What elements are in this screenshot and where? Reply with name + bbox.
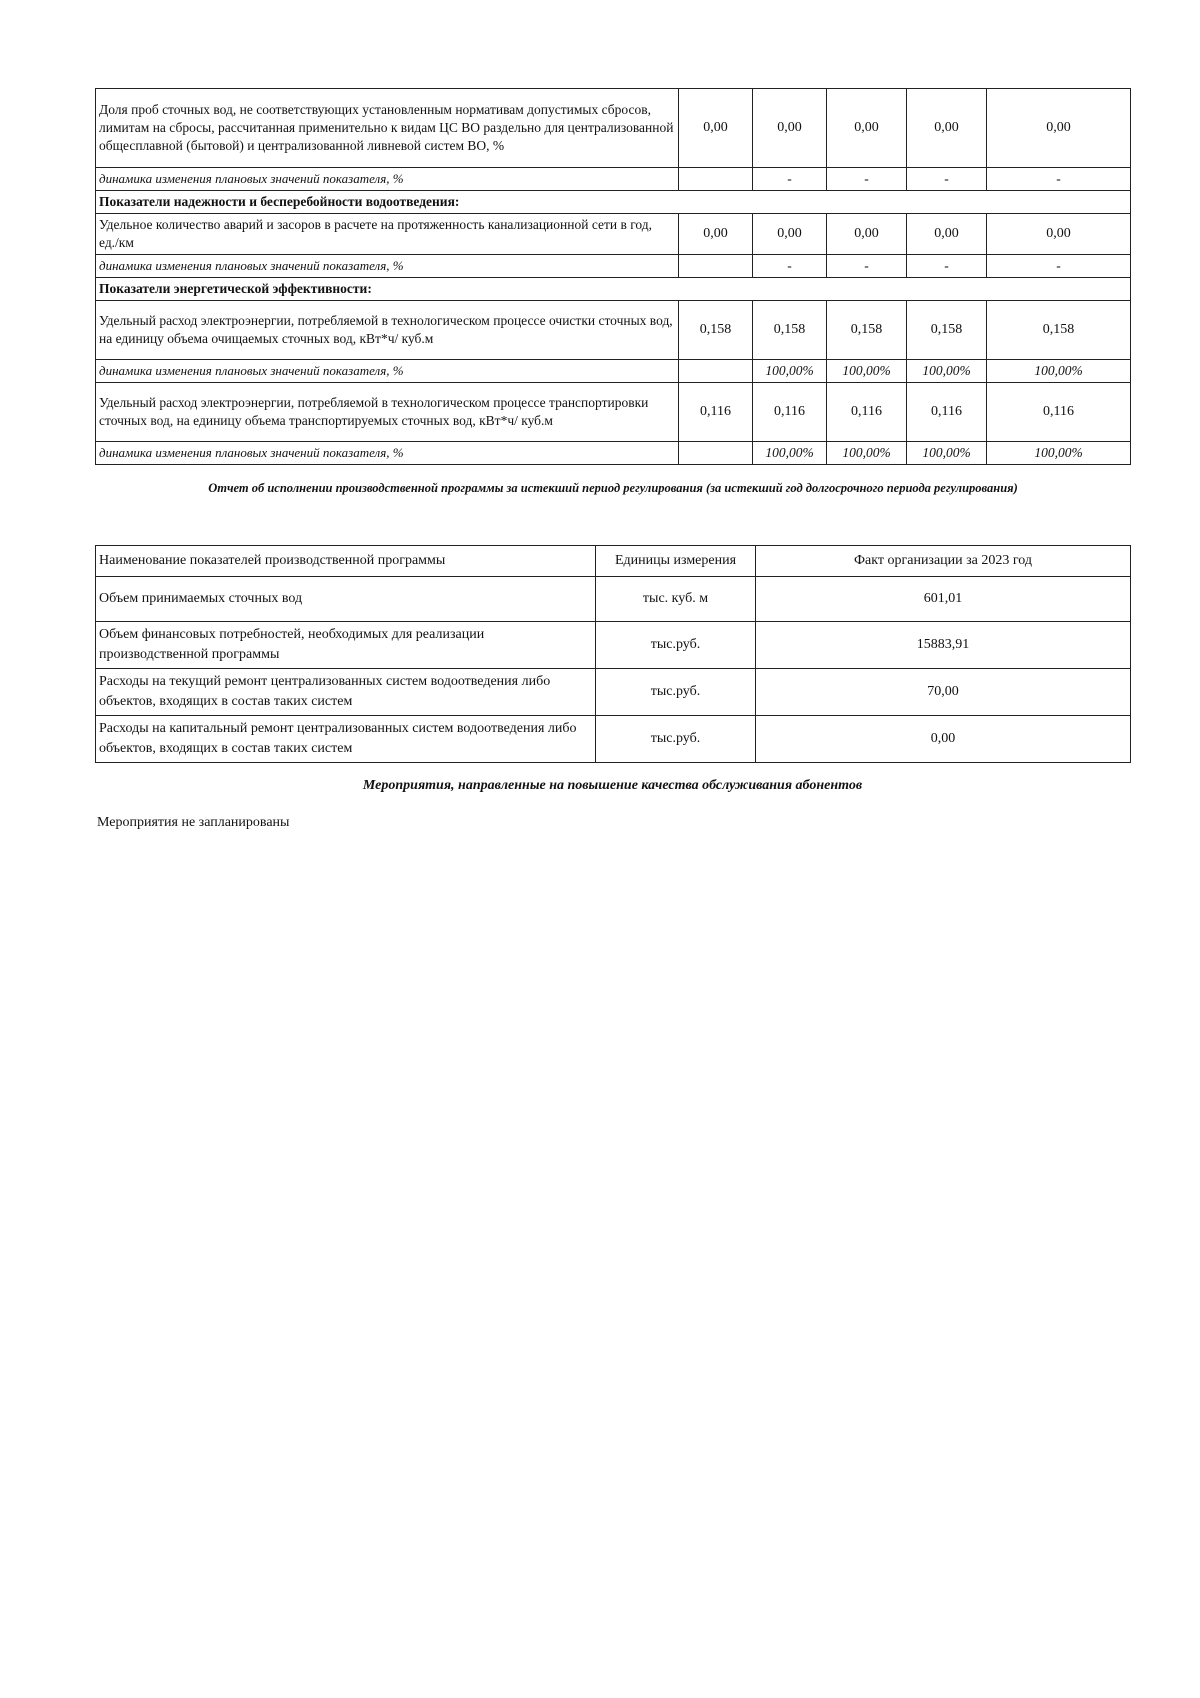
dynamics-label: динамика изменения плановых значений показателя, % (96, 442, 679, 465)
dynamics-value (679, 255, 753, 278)
dynamics-value: - (753, 255, 827, 278)
dynamics-value: 100,00% (987, 442, 1131, 465)
dynamics-value: 100,00% (907, 360, 987, 383)
dynamics-value: 100,00% (753, 442, 827, 465)
dynamics-value: 100,00% (753, 360, 827, 383)
section-row (96, 278, 1131, 301)
indicator-value: 0,116 (679, 383, 753, 442)
dynamics-value (679, 442, 753, 465)
indicator-value: 0,158 (987, 301, 1131, 360)
report-row-unit: тыс.руб. (596, 622, 756, 669)
indicator-value: 0,158 (827, 301, 907, 360)
report-row-unit: тыс.руб. (596, 669, 756, 716)
dynamics-value (679, 168, 753, 191)
dynamics-label: динамика изменения плановых значений показателя, % (96, 360, 679, 383)
indicator-label: Удельный расход электроэнергии, потребляемой в технологическом процессе очистки сточных вод, на единицу объема очищаемых сточных вод, кВт*ч/ куб.м (96, 301, 679, 360)
indicator-label: Удельный расход электроэнергии, потребляемой в технологическом процессе транспортировки сточных вод, на единицу объема транспортируемых сточных вод, кВт*ч/ куб.м (96, 383, 679, 442)
report-row-name: Объем финансовых потребностей, необходимых для реализации производственной программы (96, 622, 596, 669)
dynamics-value: - (907, 168, 987, 191)
table-row (96, 716, 1131, 763)
table-row (96, 89, 1131, 168)
dynamics-value: 100,00% (827, 442, 907, 465)
table-row (96, 442, 1131, 465)
report-row-name: Расходы на капитальный ремонт централизованных систем водоотведения либо объектов, входящих в состав таких систем (96, 716, 596, 763)
table-row (96, 669, 1131, 716)
column-header: Факт организации за 2023 год (756, 546, 1131, 577)
dynamics-value: 100,00% (987, 360, 1131, 383)
report-row-value: 70,00 (756, 669, 1131, 716)
report-row-name: Объем принимаемых сточных вод (96, 577, 596, 622)
section-row (96, 191, 1131, 214)
report-heading: Отчет об исполнении производственной программы за истекший период регулирования (за истекший год долгосрочного периода регулирования) (96, 465, 1131, 512)
dynamics-value: 100,00% (827, 360, 907, 383)
report-row-name: Расходы на текущий ремонт централизованных систем водоотведения либо объектов, входящих в состав таких систем (96, 669, 596, 716)
column-header: Единицы измерения (596, 546, 756, 577)
dynamics-label: динамика изменения плановых значений показателя, % (96, 168, 679, 191)
section-heading-reliability: Показатели надежности и бесперебойности водоотведения: (96, 191, 1131, 214)
dynamics-value: - (907, 255, 987, 278)
indicator-value: 0,00 (987, 214, 1131, 255)
indicator-value: 0,00 (753, 89, 827, 168)
measures-note: Мероприятия не запланированы (97, 815, 290, 830)
indicator-value: 0,116 (827, 383, 907, 442)
dynamics-value: - (987, 168, 1131, 191)
report-row-value: 0,00 (756, 716, 1131, 763)
indicator-value: 0,00 (679, 89, 753, 168)
dynamics-label: динамика изменения плановых значений показателя, % (96, 255, 679, 278)
indicator-value: 0,00 (827, 89, 907, 168)
table-row (96, 214, 1131, 255)
indicator-value: 0,00 (679, 214, 753, 255)
indicators-table (95, 88, 1131, 511)
table-row (96, 301, 1131, 360)
table-row (96, 622, 1131, 669)
indicator-value: 0,00 (907, 214, 987, 255)
indicator-value: 0,00 (907, 89, 987, 168)
indicator-value: 0,116 (987, 383, 1131, 442)
indicator-value: 0,00 (827, 214, 907, 255)
indicator-label: Удельное количество аварий и засоров в расчете на протяженность канализационной сети в год, ед./км (96, 214, 679, 255)
report-table (95, 545, 1131, 763)
dynamics-value: - (827, 255, 907, 278)
report-row-unit: тыс. куб. м (596, 577, 756, 622)
report-heading-row (96, 465, 1131, 512)
indicator-value: 0,116 (907, 383, 987, 442)
report-row-unit: тыс.руб. (596, 716, 756, 763)
indicator-value: 0,158 (753, 301, 827, 360)
table-row (96, 360, 1131, 383)
indicator-value: 0,00 (987, 89, 1131, 168)
dynamics-value: - (987, 255, 1131, 278)
column-header: Наименование показателей производственной программы (96, 546, 596, 577)
indicator-label: Доля проб сточных вод, не соответствующих установленным нормативам допустимых сбросов, лимитам на сбросы, рассчитанная применительно к видам ЦС ВО раздельно для централизованной общесплавной (бытовой) и централизованной ливневой систем ВО, % (96, 89, 679, 168)
dynamics-value: - (827, 168, 907, 191)
indicator-value: 0,00 (753, 214, 827, 255)
indicator-value: 0,116 (753, 383, 827, 442)
table-row (96, 168, 1131, 191)
report-row-value: 15883,91 (756, 622, 1131, 669)
table-row (96, 577, 1131, 622)
table-header-row (96, 546, 1131, 577)
table-row (96, 255, 1131, 278)
measures-heading: Мероприятия, направленные на повышение качества обслуживания абонентов (362, 778, 863, 793)
section-heading-energy: Показатели энергетической эффективности: (96, 278, 1131, 301)
dynamics-value: 100,00% (907, 442, 987, 465)
table-row (96, 383, 1131, 442)
indicator-value: 0,158 (679, 301, 753, 360)
dynamics-value: - (753, 168, 827, 191)
report-row-value: 601,01 (756, 577, 1131, 622)
dynamics-value (679, 360, 753, 383)
indicator-value: 0,158 (907, 301, 987, 360)
